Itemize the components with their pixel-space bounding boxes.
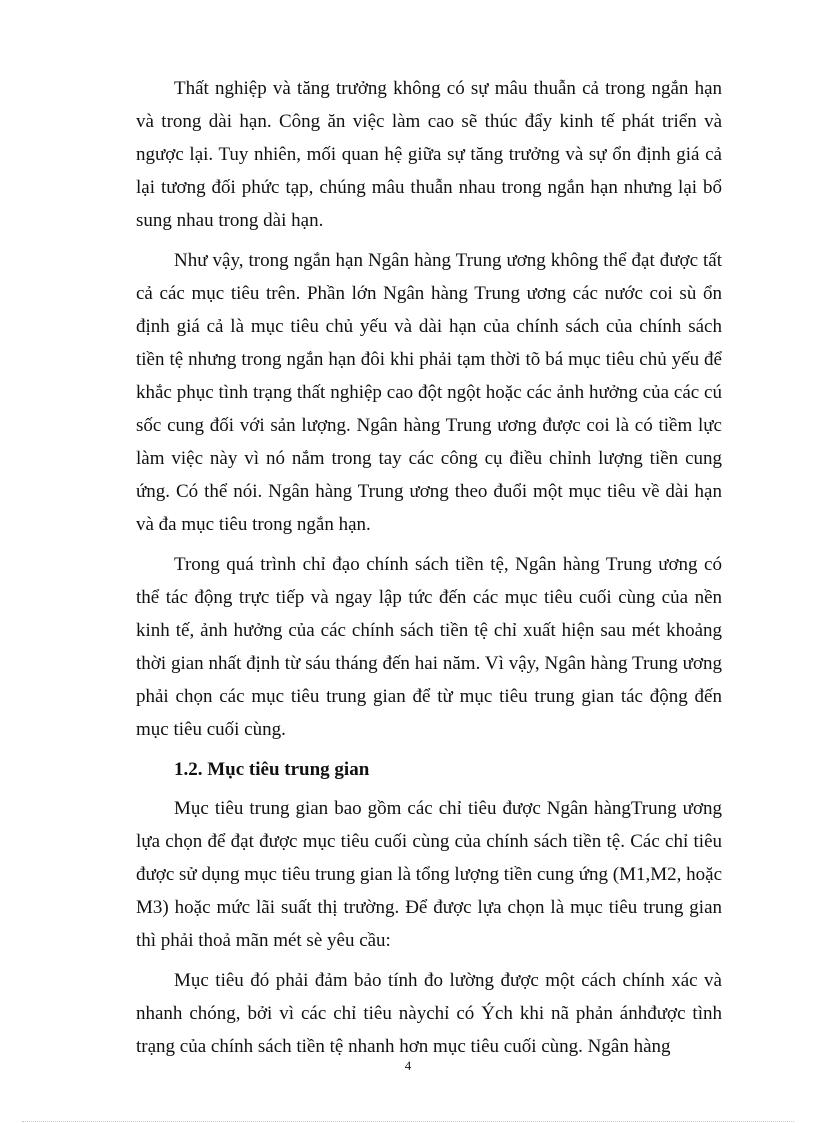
paragraph-unemployment-growth: Thất nghiệp và tăng trưởng không có sự mâu thuẫn cả trong ngắn hạn và trong dài hạn. Công ăn việc làm cao sẽ thúc đẩy kinh tế phát triển và ngược lại. Tuy nhiên, mối quan hệ giữa sự tăng trưởng và sự ổn định giá cả lại tương đối phức tạp, chúng mâu thuẫn nhau trong ngắn hạn nhưng lại bổ sung nhau trong dài hạn. (136, 78, 722, 231)
body-text (136, 72, 722, 1070)
paragraph-measurability: Mục tiêu đó phải đảm bảo tính đo lường được một cách chính xác và nhanh chóng, bởi vì các chỉ tiêu nàychỉ có Ých khi nã phản ánhđược tình trạng của chính sách tiền tệ nhanh hơn mục tiêu cuối cùng. Ngân hàng (136, 970, 722, 1057)
paragraph-intermediate-targets: Mục tiêu trung gian bao gồm các chỉ tiêu được Ngân hàngTrung ương lựa chọn để đạt được mục tiêu cuối cùng của chính sách tiền tệ. Các chỉ tiêu được sử dụng mục tiêu trung gian là tổng lượng tiền cung ứng (M1,M2, hoặc M3) hoặc mức lãi suất thị trường. Để được lựa chọn là mục tiêu trung gian thì phải thoả mãn mét sè yêu cầu: (136, 798, 722, 951)
section-heading: 1.2. Mục tiêu trung gian (174, 759, 370, 780)
paragraph-monetary-policy-lag: Trong quá trình chỉ đạo chính sách tiền tệ, Ngân hàng Trung ương có thể tác động trực tiếp và ngay lập tức đến các mục tiêu cuối cùng của nền kinh tế, ảnh hưởng của các chính sách tiền tệ chỉ xuất hiện sau mét khoảng thời gian nhất định từ sáu tháng đến hai năm. Vì vậy, Ngân hàng Trung ương phải chọn các mục tiêu trung gian để từ mục tiêu trung gian tác động đến mục tiêu cuối cùng. (136, 554, 722, 740)
page-bottom-divider (22, 1121, 794, 1122)
paragraph-central-bank-goals: Như vậy, trong ngắn hạn Ngân hàng Trung ương không thể đạt được tất cả các mục tiêu trên. Phần lớn Ngân hàng Trung ương các nước coi sù ổn định giá cả là mục tiêu chủ yếu và dài hạn của chính sách của chính sách tiền tệ nhưng trong ngắn hạn đôi khi phải tạm thời tõ bá mục tiêu chủ yếu để khắc phục tình trạng thất nghiệp cao đột ngột hoặc các ảnh hưởng của các cú sốc cung đối với sản lượng. Ngân hàng Trung ương được coi là có tiềm lực làm việc này vì nó nắm trong tay các công cụ điều chỉnh lượng tiền cung ứng. Có thể nói. Ngân hàng Trung ương theo đuổi một mục tiêu về dài hạn và đa mục tiêu trong ngắn hạn. (136, 250, 722, 535)
page-number: 4 (404, 1058, 412, 1073)
